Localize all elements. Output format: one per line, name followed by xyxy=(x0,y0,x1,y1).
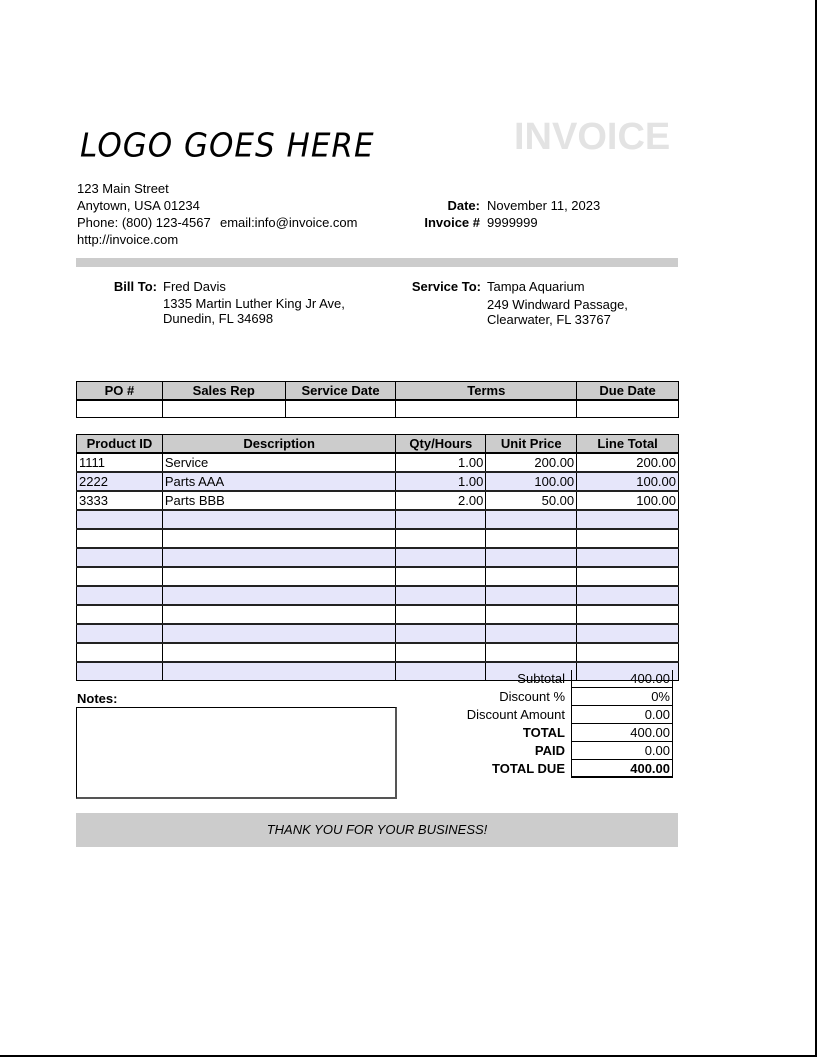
product-id-cell[interactable]: 3333 xyxy=(77,491,163,510)
qty-cell[interactable] xyxy=(396,586,486,605)
col-line-total: Line Total xyxy=(577,435,679,454)
col-qty-hours: Qty/Hours xyxy=(396,435,486,454)
totals-label: Discount Amount xyxy=(466,707,565,722)
col-description: Description xyxy=(162,435,396,454)
notes-label: Notes: xyxy=(77,691,118,706)
table-row xyxy=(77,529,679,548)
line-total-cell[interactable]: 100.00 xyxy=(577,491,679,510)
totals-row xyxy=(400,742,680,760)
order-info-header-row xyxy=(77,382,679,401)
terms-value[interactable] xyxy=(396,400,577,418)
line-total-cell[interactable]: 200.00 xyxy=(577,453,679,472)
totals-row xyxy=(400,670,680,688)
product-id-cell[interactable] xyxy=(77,586,163,605)
product-id-cell[interactable] xyxy=(77,529,163,548)
totals-row xyxy=(400,688,680,706)
company-website: http://invoice.com xyxy=(77,232,179,247)
bill-to-address1: 1335 Martin Luther King Jr Ave, xyxy=(163,296,345,311)
table-row xyxy=(77,510,679,529)
table-row xyxy=(77,605,679,624)
notes-box[interactable] xyxy=(76,707,397,799)
product-id-cell[interactable] xyxy=(77,643,163,662)
totals-label: Subtotal xyxy=(517,671,565,686)
description-cell[interactable] xyxy=(162,548,396,567)
invoice-title: INVOICE xyxy=(514,116,671,158)
line-total-cell[interactable] xyxy=(577,567,679,586)
qty-cell[interactable] xyxy=(396,567,486,586)
company-phone: Phone: (800) 123-4567 xyxy=(77,215,211,230)
unit-price-cell[interactable]: 100.00 xyxy=(486,472,577,491)
qty-cell[interactable] xyxy=(396,643,486,662)
totals-label: PAID xyxy=(534,743,565,758)
col-po: PO # xyxy=(77,382,163,401)
description-cell[interactable] xyxy=(162,643,396,662)
totals-value: 400.00 xyxy=(571,760,673,778)
product-id-cell[interactable]: 2222 xyxy=(77,472,163,491)
po-value[interactable] xyxy=(77,400,163,418)
product-id-cell[interactable]: 1111 xyxy=(77,453,163,472)
description-cell[interactable]: Service xyxy=(162,453,396,472)
line-total-cell[interactable] xyxy=(577,605,679,624)
table-row xyxy=(77,491,679,510)
qty-cell[interactable] xyxy=(396,529,486,548)
totals-value: 0.00 xyxy=(571,706,673,724)
line-total-cell[interactable] xyxy=(577,586,679,605)
description-cell[interactable] xyxy=(162,529,396,548)
totals-row xyxy=(400,724,680,742)
totals-value: 400.00 xyxy=(571,724,673,742)
bill-to-name: Fred Davis xyxy=(163,279,226,294)
unit-price-cell[interactable] xyxy=(486,643,577,662)
totals-value: 400.00 xyxy=(571,670,673,688)
service-date-value[interactable] xyxy=(285,400,396,418)
description-cell[interactable] xyxy=(162,510,396,529)
unit-price-cell[interactable]: 200.00 xyxy=(486,453,577,472)
description-cell[interactable] xyxy=(162,567,396,586)
totals-value: 0.00 xyxy=(571,742,673,760)
qty-cell[interactable] xyxy=(396,548,486,567)
date-label: Date: xyxy=(447,198,480,213)
product-id-cell[interactable] xyxy=(77,567,163,586)
col-product-id: Product ID xyxy=(77,435,163,454)
unit-price-cell[interactable] xyxy=(486,567,577,586)
service-to-label: Service To: xyxy=(411,279,481,294)
qty-cell[interactable] xyxy=(396,605,486,624)
line-items-header-row xyxy=(77,435,679,454)
description-cell[interactable]: Parts BBB xyxy=(162,491,396,510)
invoice-number-label: Invoice # xyxy=(424,215,480,230)
order-info-value-row xyxy=(77,400,679,418)
totals-row xyxy=(400,706,680,724)
product-id-cell[interactable] xyxy=(77,605,163,624)
totals-block xyxy=(400,670,680,778)
line-total-cell[interactable] xyxy=(577,643,679,662)
sales-rep-value[interactable] xyxy=(162,400,285,418)
qty-cell[interactable]: 1.00 xyxy=(396,472,486,491)
line-total-cell[interactable]: 100.00 xyxy=(577,472,679,491)
table-row xyxy=(77,624,679,643)
table-row xyxy=(77,586,679,605)
line-total-cell[interactable] xyxy=(577,624,679,643)
service-to-address1: 249 Windward Passage, xyxy=(487,297,628,312)
description-cell[interactable] xyxy=(162,624,396,643)
table-row xyxy=(77,548,679,567)
table-row xyxy=(77,643,679,662)
qty-cell[interactable] xyxy=(396,624,486,643)
company-email: email:info@invoice.com xyxy=(220,215,358,230)
unit-price-cell[interactable] xyxy=(486,510,577,529)
unit-price-cell[interactable]: 50.00 xyxy=(486,491,577,510)
bill-to-address2: Dunedin, FL 34698 xyxy=(163,311,274,326)
product-id-cell[interactable] xyxy=(77,624,163,643)
unit-price-cell[interactable] xyxy=(486,586,577,605)
description-cell[interactable] xyxy=(162,605,396,624)
unit-price-cell[interactable] xyxy=(486,548,577,567)
unit-price-cell[interactable] xyxy=(486,605,577,624)
product-id-cell[interactable] xyxy=(77,548,163,567)
table-row xyxy=(77,453,679,472)
table-row xyxy=(77,472,679,491)
thank-you-banner: THANK YOU FOR YOUR BUSINESS! xyxy=(76,813,678,847)
logo-placeholder: LOGO GOES HERE xyxy=(80,127,375,165)
service-to-name: Tampa Aquarium xyxy=(487,279,585,294)
line-total-cell[interactable] xyxy=(577,529,679,548)
invoice-number-value: 9999999 xyxy=(487,215,538,230)
totals-label: TOTAL xyxy=(522,725,565,740)
line-total-cell[interactable] xyxy=(577,548,679,567)
unit-price-cell[interactable] xyxy=(486,624,577,643)
header-divider xyxy=(76,258,678,267)
bill-to-label: Bill To: xyxy=(113,279,157,294)
service-to-address2: Clearwater, FL 33767 xyxy=(487,312,611,327)
order-info-table xyxy=(76,381,679,418)
line-items-table xyxy=(76,434,679,681)
totals-value: 0% xyxy=(571,688,673,706)
col-unit-price: Unit Price xyxy=(486,435,577,454)
due-date-value[interactable] xyxy=(577,400,679,418)
date-value: November 11, 2023 xyxy=(487,198,601,213)
company-city: Anytown, USA 01234 xyxy=(77,198,200,213)
product-id-cell[interactable] xyxy=(77,510,163,529)
line-total-cell[interactable] xyxy=(577,510,679,529)
description-cell[interactable] xyxy=(162,586,396,605)
qty-cell[interactable]: 2.00 xyxy=(396,491,486,510)
qty-cell[interactable]: 1.00 xyxy=(396,453,486,472)
table-row xyxy=(77,567,679,586)
description-cell[interactable]: Parts AAA xyxy=(162,472,396,491)
col-service-date: Service Date xyxy=(285,382,396,401)
totals-row xyxy=(400,760,680,778)
col-due-date: Due Date xyxy=(577,382,679,401)
qty-cell[interactable] xyxy=(396,510,486,529)
col-terms: Terms xyxy=(396,382,577,401)
company-street: 123 Main Street xyxy=(77,181,169,196)
product-id-cell[interactable] xyxy=(77,662,163,681)
totals-label: Discount % xyxy=(499,689,565,704)
totals-label: TOTAL DUE xyxy=(492,761,565,776)
col-sales-rep: Sales Rep xyxy=(162,382,285,401)
unit-price-cell[interactable] xyxy=(486,529,577,548)
description-cell[interactable] xyxy=(162,662,396,681)
